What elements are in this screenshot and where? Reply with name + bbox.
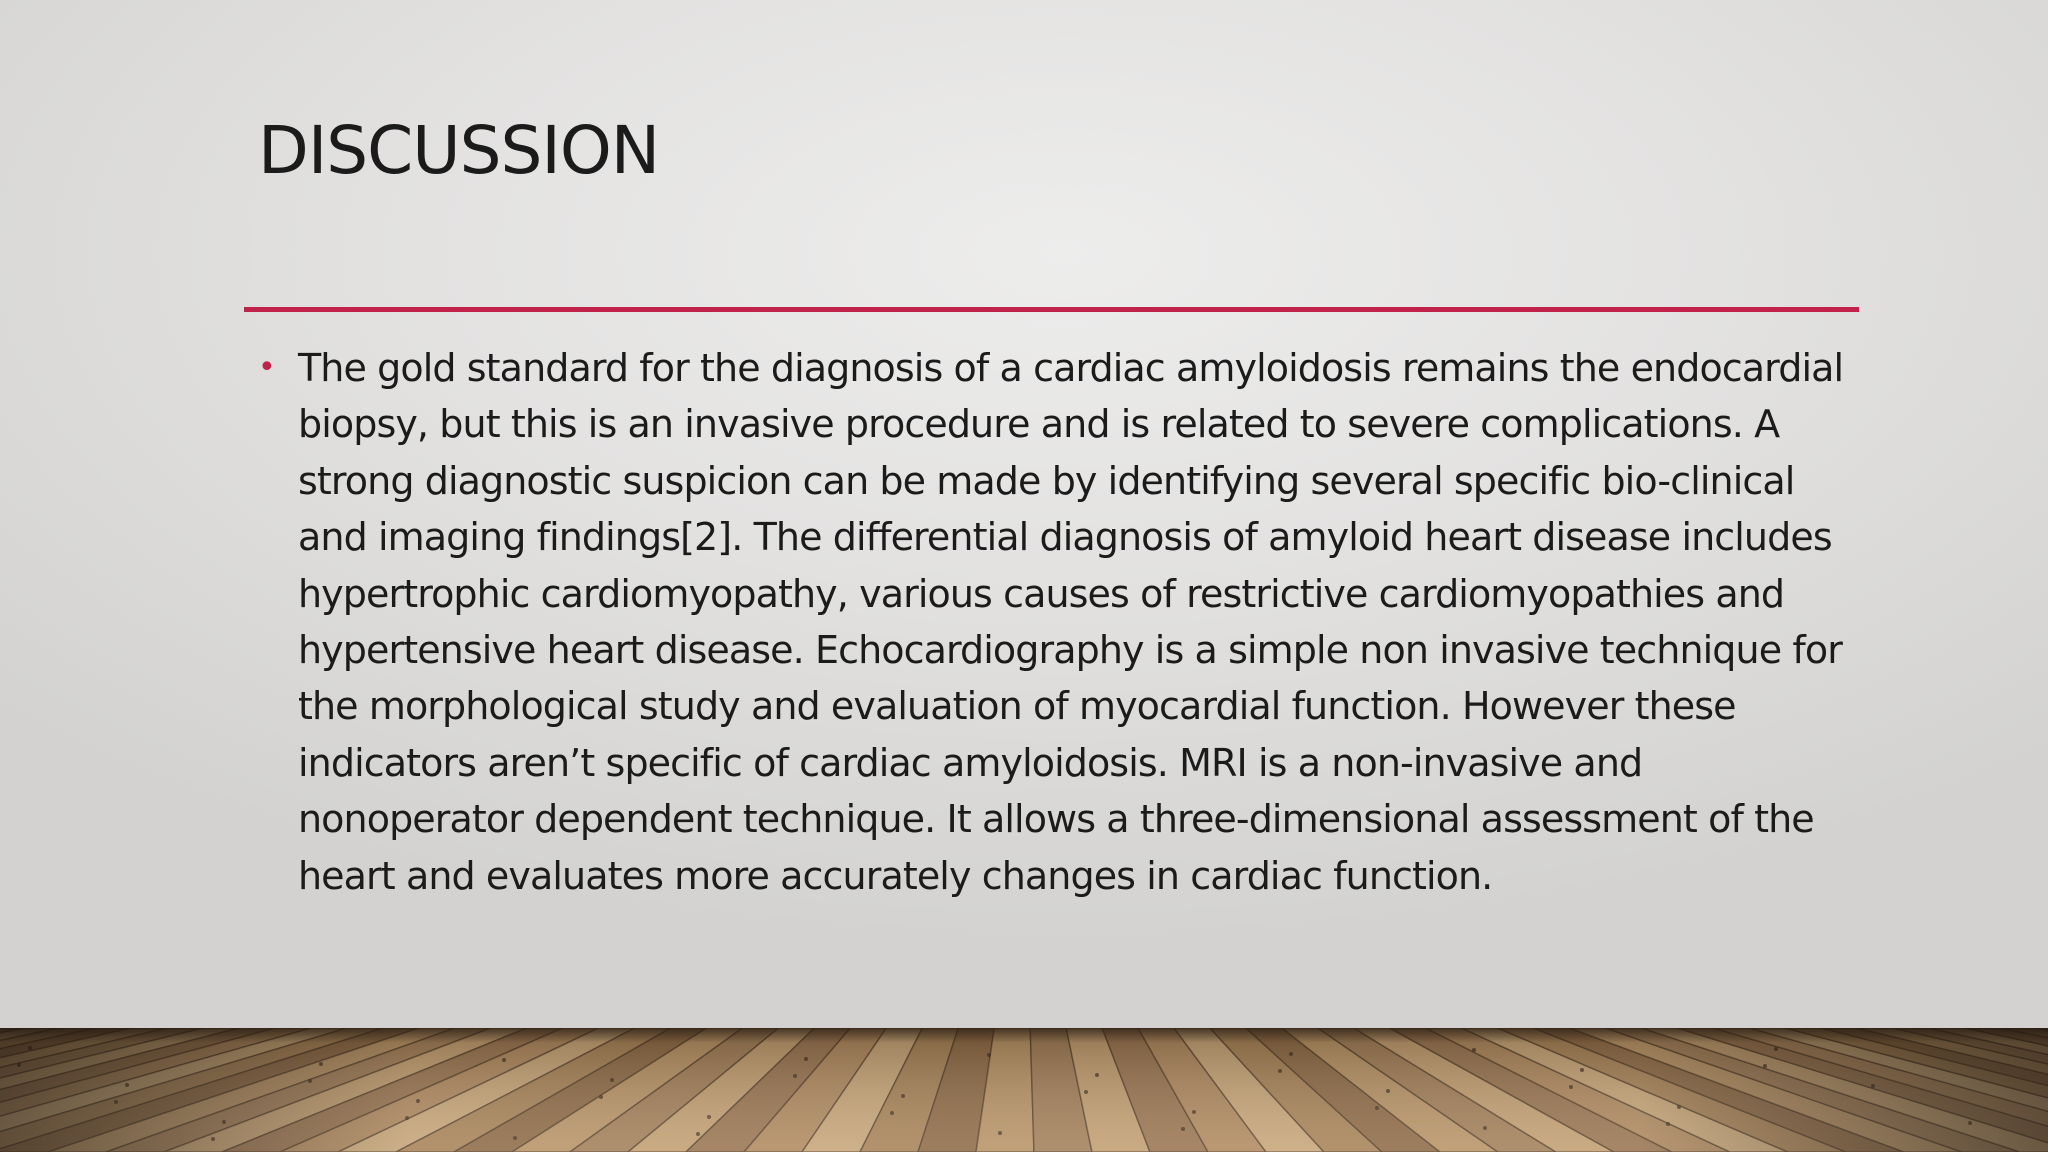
wood-floor-graphic — [0, 1028, 2048, 1152]
slide-title: DISCUSSION — [258, 112, 660, 189]
bullet-dot-icon: • — [258, 350, 275, 385]
title-divider — [244, 307, 1859, 312]
slide-body — [258, 340, 1858, 904]
wood-floor-image — [0, 1028, 2048, 1152]
bullet-text: The gold standard for the diagnosis of a cardiac amyloidosis remains the endocardial biopsy, but this is an invasive procedure and is related to severe complications. A strong diagnostic suspicion can be made by identifying several specific bio-clinical and imaging findings[2]. The differential diagnosis of amyloid heart disease includes hypertrophic cardiomyopathy, various causes of restrictive cardiomyopathies and hypertensive heart disease. Echocardiography is a simple non invasive technique for the morphological study and evaluation of myocardial function. However these indicators aren’t specific of cardiac amyloidosis. MRI is a non-invasive and nonoperator dependent technique. It allows a three-dimensional assessment of the heart and evaluates more accurately changes in cardiac function. — [298, 346, 1844, 898]
bullet-item — [258, 340, 1858, 904]
